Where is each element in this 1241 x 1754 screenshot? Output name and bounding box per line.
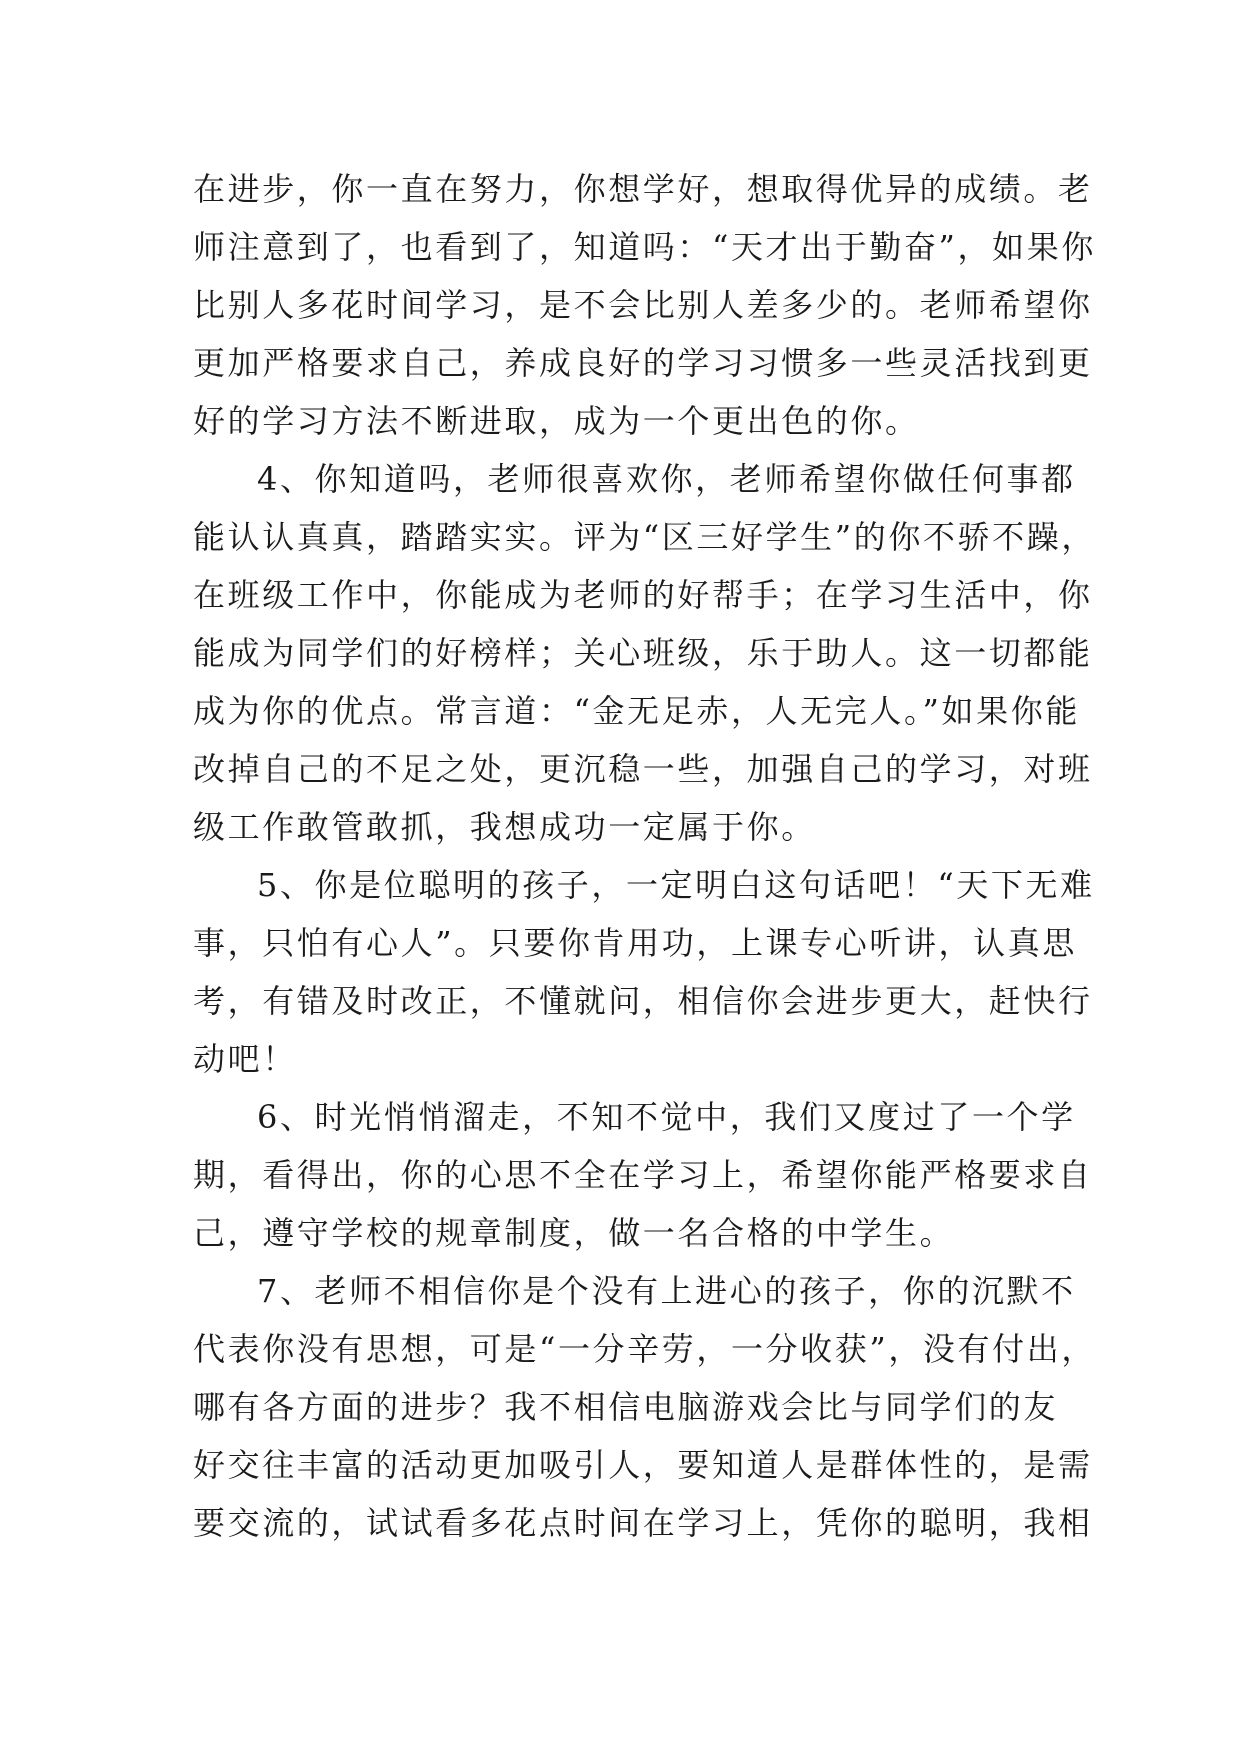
text-line: 代表你没有思想，可是“一分辛劳，一分收获”，没有付出，	[193, 1330, 1096, 1368]
text-line: 动吧！	[193, 1040, 297, 1078]
text-line: 比别人多花时间学习，是不会比别人差多少的。老师希望你	[193, 286, 1093, 324]
paragraph	[193, 1262, 1096, 1552]
text-line: 改掉自己的不足之处，更沉稳一些，加强自己的学习，对班	[193, 750, 1093, 788]
text-line: 能认认真真，踏踏实实。评为“区三好学生”的你不骄不躁，	[193, 518, 1096, 556]
paragraph	[193, 450, 1096, 856]
text-line: 5、你是位聪明的孩子，一定明白这句话吧！“天下无难	[257, 866, 1095, 904]
paragraph	[193, 1088, 1093, 1262]
text-line: 更加严格要求自己，养成良好的学习习惯多一些灵活找到更	[193, 344, 1093, 382]
text-line: 哪有各方面的进步？我不相信电脑游戏会比与同学们的友	[193, 1388, 1059, 1426]
text-line: 事，只怕有心人”。只要你肯用功，上课专心听讲，认真思	[193, 924, 1077, 962]
text-line: 要交流的，试试看多花点时间在学习上，凭你的聪明，我相	[193, 1504, 1093, 1542]
text-line: 6、时光悄悄溜走，不知不觉中，我们又度过了一个学	[257, 1098, 1076, 1136]
text-line: 7、老师不相信你是个没有上进心的孩子，你的沉默不	[257, 1272, 1076, 1310]
text-line: 考，有错及时改正，不懂就问，相信你会进步更大，赶快行	[193, 982, 1093, 1020]
text-line: 师注意到了，也看到了，知道吗：“天才出于勤奋”，如果你	[193, 228, 1096, 266]
paragraph	[193, 160, 1096, 450]
text-line: 好的学习方法不断进取，成为一个更出色的你。	[193, 402, 920, 440]
document-page	[193, 160, 1096, 1552]
text-line: 成为你的优点。常言道：“金无足赤，人无完人。”如果你能	[193, 692, 1080, 730]
text-line: 在班级工作中，你能成为老师的好帮手；在学习生活中，你	[193, 576, 1093, 614]
text-line: 4、你知道吗，老师很喜欢你，老师希望你做任何事都	[257, 460, 1076, 498]
paragraph	[193, 856, 1095, 1088]
text-line: 能成为同学们的好榜样；关心班级，乐于助人。这一切都能	[193, 634, 1093, 672]
text-line: 在进步，你一直在努力，你想学好，想取得优异的成绩。老	[193, 170, 1093, 208]
text-line: 己，遵守学校的规章制度，做一名合格的中学生。	[193, 1214, 955, 1252]
text-line: 期，看得出，你的心思不全在学习上，希望你能严格要求自	[193, 1156, 1093, 1194]
text-line: 级工作敢管敢抓，我想成功一定属于你。	[193, 808, 816, 846]
text-line: 好交往丰富的活动更加吸引人，要知道人是群体性的，是需	[193, 1446, 1093, 1484]
